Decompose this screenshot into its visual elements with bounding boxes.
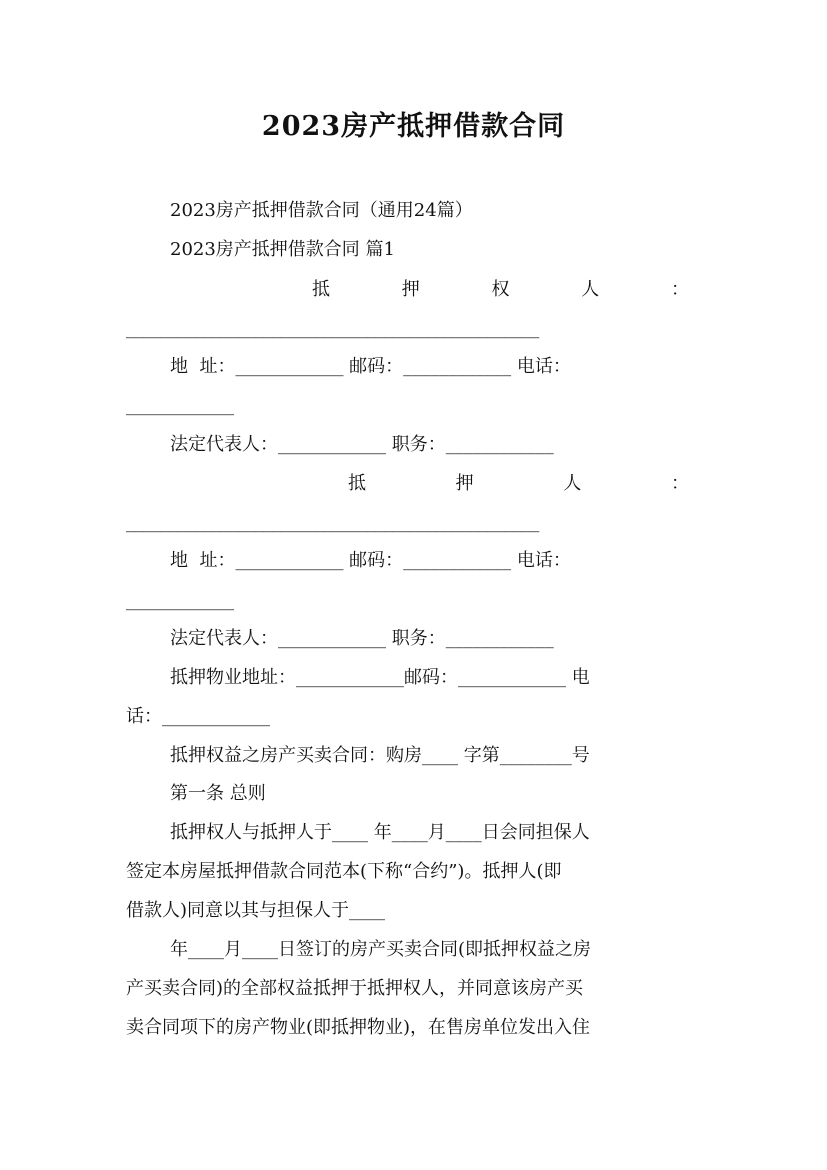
party2-representative-row: 法定代表人：____________ 职务：____________	[170, 628, 554, 649]
paragraph-line: 卖合同项下的房产物业(即抵押物业)，在售房单位发出入住	[126, 1017, 591, 1038]
document-title: 2023房产抵押借款合同	[261, 111, 566, 142]
mortgagee-label-char: 抵	[312, 279, 330, 300]
paragraph-line: 签定本房屋抵押借款合同范本(下称“合约”)。抵押人(即	[126, 861, 562, 882]
property-address-row: 抵押物业地址：____________邮码：____________ 电	[170, 667, 590, 688]
party1-address-row: 地 址：____________ 邮码：____________ 电话：	[170, 356, 571, 377]
party1-phone-blank: ____________	[126, 395, 234, 416]
mortgagor-blank: ________________________________________________	[126, 512, 539, 533]
mortgagee-label-char: ：	[671, 279, 689, 300]
mortgagee-blank: ________________________________________________	[126, 318, 539, 339]
paragraph-line: 借款人)同意以其与担保人于____	[126, 900, 386, 921]
mortgagee-label	[312, 278, 689, 302]
mortgagee-label-char: 权	[491, 279, 510, 300]
party1-representative-row: 法定代表人：____________ 职务：____________	[170, 434, 554, 455]
mortgagor-label-char: 抵	[348, 473, 366, 494]
chapter-heading: 2023房产抵押借款合同 篇1	[170, 239, 395, 260]
mortgagee-label-char: 押	[401, 279, 420, 300]
party2-phone-blank: ____________	[126, 590, 234, 611]
paragraph-line: 年____月____日签订的房产买卖合同(即抵押权益之房	[170, 939, 592, 960]
mortgagor-label-char: 人	[563, 473, 582, 494]
party2-address-row: 地 址：____________ 邮码：____________ 电话：	[170, 550, 571, 571]
subtitle: 2023房产抵押借款合同（通用24篇）	[170, 200, 473, 221]
sale-contract-row: 抵押权益之房产买卖合同：购房____ 字第________号	[170, 745, 590, 766]
mortgagee-label-char: 人	[581, 279, 600, 300]
article-heading: 第一条 总则	[170, 783, 266, 804]
paragraph-line: 产买卖合同)的全部权益抵押于抵押权人，并同意该房产买	[126, 978, 584, 999]
mortgagor-label-char: 押	[455, 473, 474, 494]
mortgagor-label-char: ：	[670, 473, 689, 494]
property-phone-row: 话：____________	[126, 706, 270, 727]
paragraph-line: 抵押权人与抵押人于____ 年____月____日会同担保人	[170, 822, 590, 843]
mortgagor-label	[348, 472, 689, 496]
